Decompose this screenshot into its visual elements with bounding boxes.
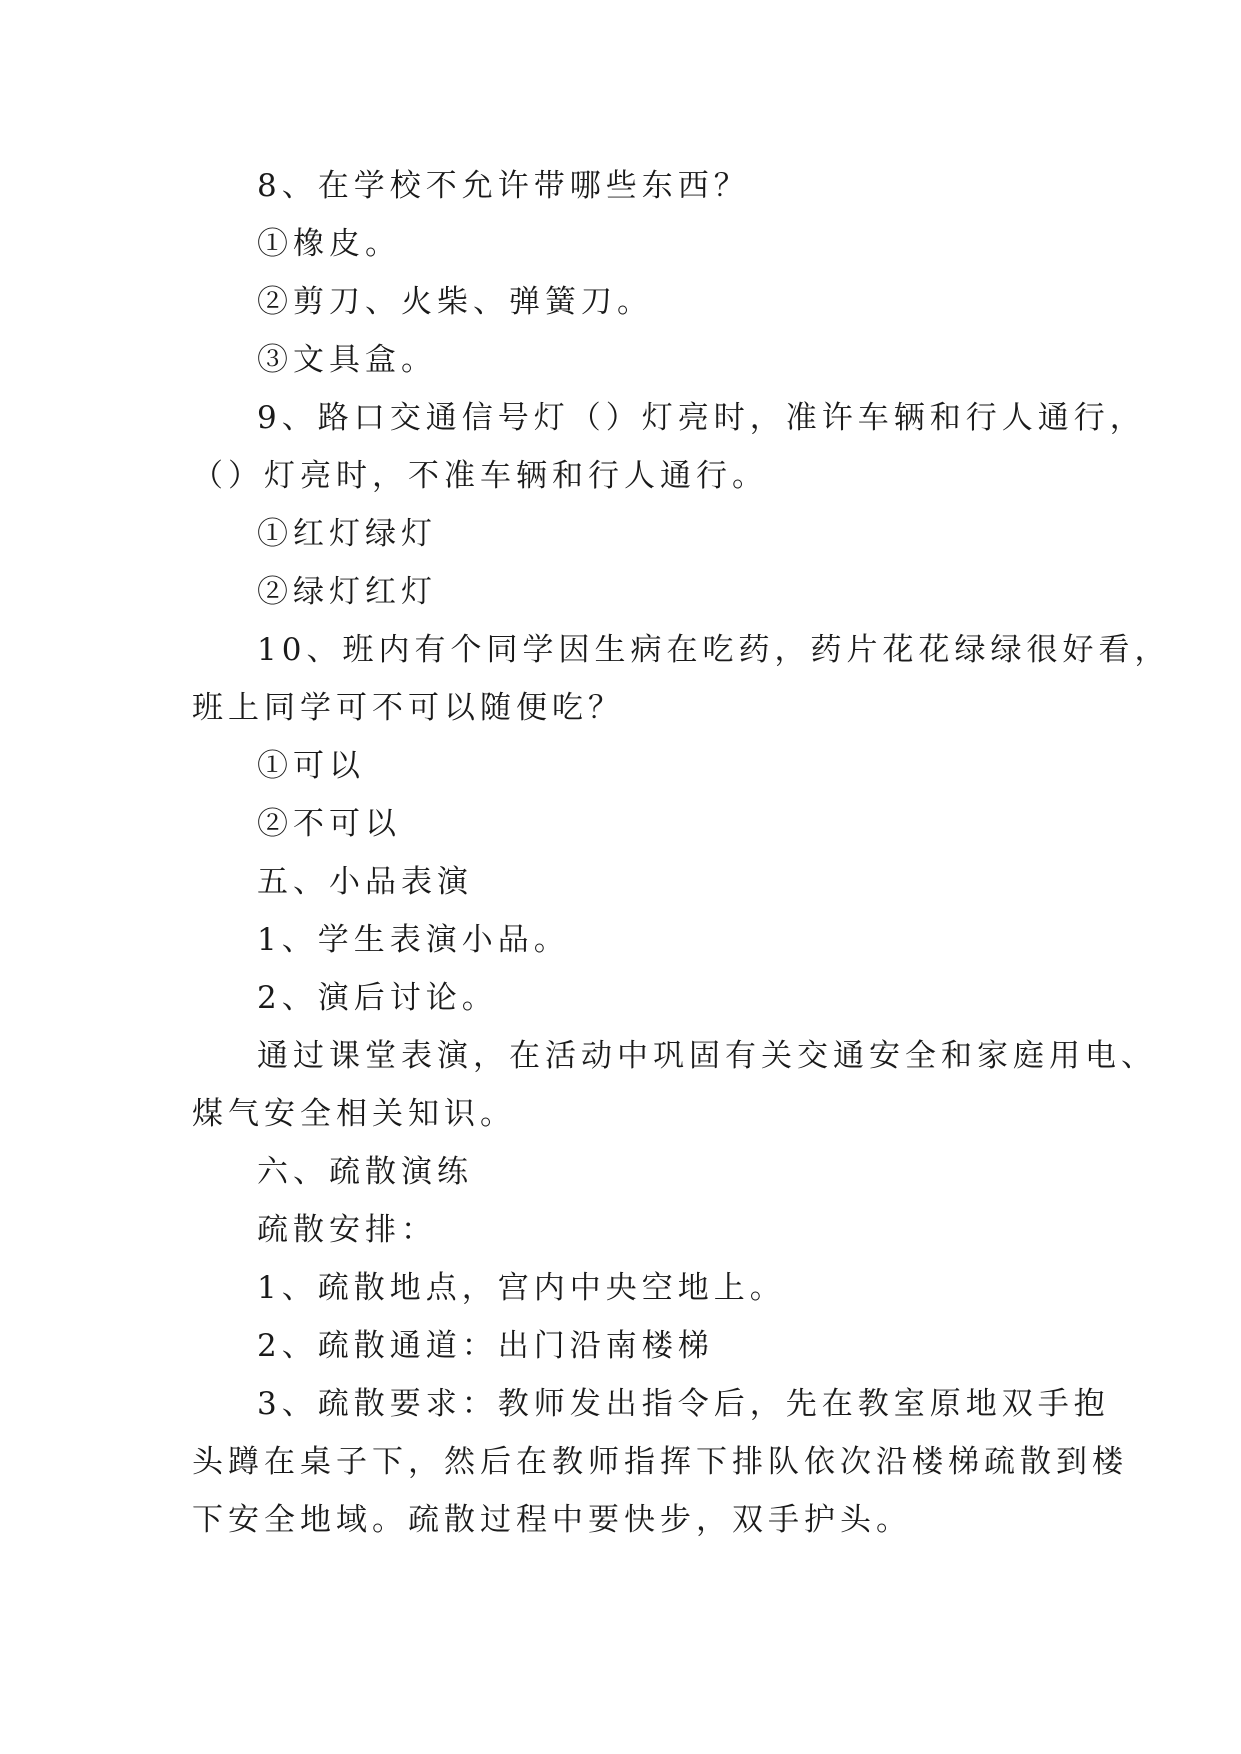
q9-option-2: ②绿灯红灯 — [257, 574, 437, 610]
q10-option-1: ①可以 — [257, 748, 365, 784]
section-5-item-2: 2、演后讨论。 — [257, 980, 498, 1016]
evacuation-location: 1、疏散地点，宫内中央空地上。 — [257, 1270, 786, 1306]
question-10: 10、班内有个同学因生病在吃药，药片花花绿绿很好看， — [257, 632, 1171, 668]
question-9: 9、路口交通信号灯（）灯亮时，准许车辆和行人通行， — [257, 400, 1146, 436]
evacuation-arrangement: 疏散安排： — [257, 1212, 437, 1248]
section-5-paragraph-cont: 煤气安全相关知识。 — [192, 1096, 516, 1132]
q8-option-1: ①橡皮。 — [257, 226, 401, 262]
question-10-cont: 班上同学可不可以随便吃？ — [192, 690, 624, 726]
q8-option-3: ③文具盒。 — [257, 342, 437, 378]
evacuation-requirements-cont-1: 头蹲在桌子下，然后在教师指挥下排队依次沿楼梯疏散到楼 — [192, 1444, 1128, 1480]
question-8: 8、在学校不允许带哪些东西？ — [257, 168, 750, 204]
question-9-cont: （）灯亮时，不准车辆和行人通行。 — [192, 458, 768, 494]
evacuation-requirements-cont-2: 下安全地域。疏散过程中要快步，双手护头。 — [192, 1502, 912, 1538]
section-5-heading: 五、小品表演 — [257, 864, 473, 900]
section-5-paragraph: 通过课堂表演，在活动中巩固有关交通安全和家庭用电、 — [257, 1038, 1157, 1074]
q9-option-1: ①红灯绿灯 — [257, 516, 437, 552]
section-5-item-1: 1、学生表演小品。 — [257, 922, 570, 958]
q8-option-2: ②剪刀、火柴、弹簧刀。 — [257, 284, 653, 320]
evacuation-route: 2、疏散通道：出门沿南楼梯 — [257, 1328, 714, 1364]
evacuation-requirements: 3、疏散要求：教师发出指令后，先在教室原地双手抱 — [257, 1386, 1110, 1422]
section-6-heading: 六、疏散演练 — [257, 1154, 473, 1190]
q10-option-2: ②不可以 — [257, 806, 401, 842]
